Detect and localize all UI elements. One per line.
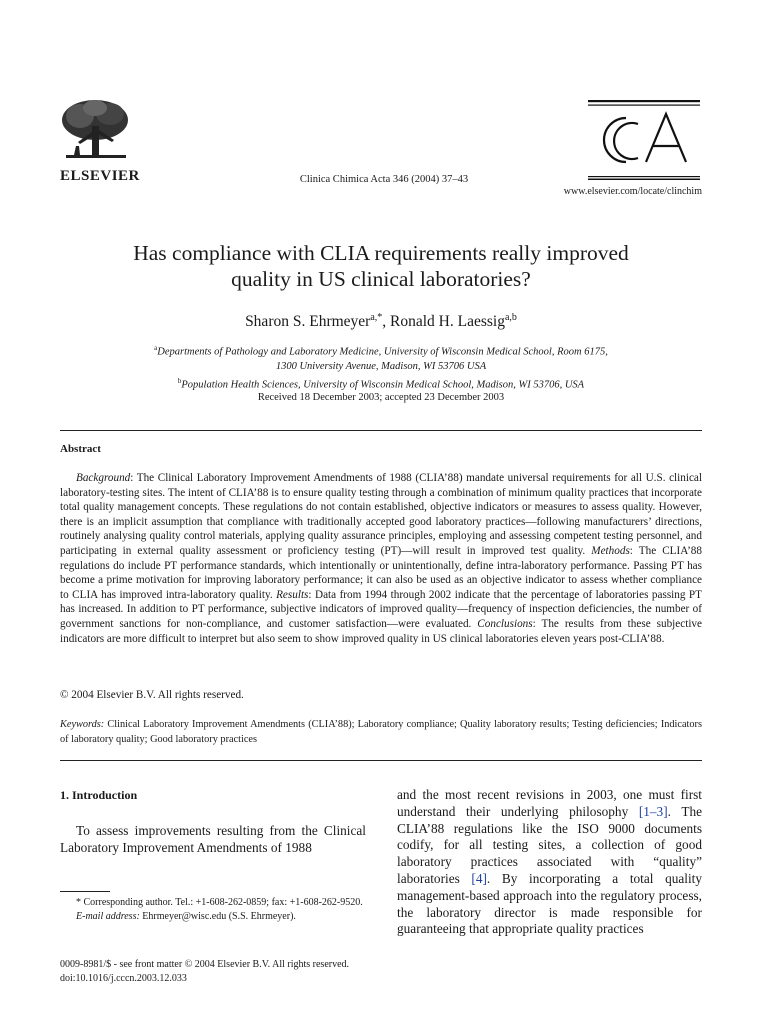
doi-line[interactable]: doi:10.1016/j.cccn.2003.12.033 xyxy=(60,973,187,984)
conclusions-label: Conclusions xyxy=(477,617,533,630)
author-2: Ronald H. Laessig xyxy=(390,313,505,331)
keywords-text: Clinical Laboratory Improvement Amendments (CLIA’88); Laboratory compliance; Quality laboratory results; Testing deficiencies; Indicators of laboratory quality; Good laboratory practices xyxy=(60,719,702,745)
publisher-name: ELSEVIER xyxy=(60,168,140,184)
title-line-2: quality in US clinical laboratories? xyxy=(231,267,531,291)
footnote-divider xyxy=(60,891,110,892)
background-text: : The Clinical Laboratory Improvement Amendments of 1988 (CLIA’88) mandate universal requirements for all U.S. clinical laboratory-testing sites. The intent of CLIA’88 is to ensure quality testing through a combination of minimum quality practices that incorporate total quality management concepts. These regulations do not contain established, objective indicators or measures to assess quality. However, there is an implicit assumption that compliance with traditionally accepted good laboratory practices—following manufacturers’ directions, routinely analysing quality control materials, applying quality assurance principles, employing and assessing competent testing personnel, and participating in external quality assessment or proficiency testing (PT)—will result in improved test quality. xyxy=(60,472,702,557)
elsevier-tree-logo xyxy=(58,98,132,162)
methods-label: Methods xyxy=(591,544,630,557)
top-divider xyxy=(60,430,702,431)
author-1-affil: a,* xyxy=(370,312,383,323)
author-2-affil: a,b xyxy=(504,312,517,323)
intro-paragraph-right: and the most recent revisions in 2003, one must first understand their underlying philosophy [1–3]. The CLIA’88 regulations like the ISO 9000 documents codify, for all testing sites, a collection of good laboratory practices associated with “quality” laboratories [4]. By incorporating a total quality management-based approach into the regulatory process, the laboratory director is made responsible for guaranteeing that appropriate quality practices xyxy=(397,787,703,937)
affil-b: Population Health Sciences, University of Wisconsin Medical School, Madison, WI 53706, USA xyxy=(181,379,585,390)
abstract-heading: Abstract xyxy=(60,443,101,455)
conclusions-text: : The results from these subjective indicators are more difficult to interpret but also seem to show improved quality in US clinical laboratories eleven years post-CLIA’88. xyxy=(60,617,702,645)
journal-citation: Clinica Chimica Acta 346 (2004) 37–43 xyxy=(299,174,469,185)
issn-line: 0009-8981/$ - see front matter © 2004 Elsevier B.V. All rights reserved. xyxy=(60,959,350,970)
affiliations xyxy=(60,341,702,392)
corresponding-author-note: * Corresponding author. Tel.: +1-608-262-0859; fax: +1-608-262-9520. xyxy=(76,897,363,908)
corresponding-mark[interactable]: * xyxy=(377,312,383,323)
keywords xyxy=(60,718,702,747)
journal-logo xyxy=(588,100,700,180)
methods-text: : The CLIA’88 regulations do include PT performance standards, which intentionally or unintentionally, define intra-laboratory performance. Passing PT has become a prime motivation for improving laboratory performance; it can also be used as an objective indicator to assess whether compliance to CLIA has improved intra-laboratory quality. xyxy=(60,544,702,601)
abstract-body xyxy=(60,471,702,646)
author-separator: , xyxy=(382,313,391,331)
results-label: Results xyxy=(276,588,309,601)
section-heading-introduction: 1. Introduction xyxy=(60,788,138,802)
email-address[interactable]: Ehrmeyer@wisc.edu (S.S. Ehrmeyer). xyxy=(139,911,296,922)
affil-b-label: b xyxy=(177,376,182,385)
keywords-label: Keywords: xyxy=(60,719,105,730)
results-text: : Data from 1994 through 2002 indicate that the percentage of laboratories passing PT has increased. In addition to PT performance, subjective indicators of improved quality—frequency of inspection deficiencies, the number of government sanctions for non-compliance, and customer satisfaction—were evaluated. xyxy=(60,588,702,630)
article-title xyxy=(60,240,702,292)
abstract-divider xyxy=(60,760,702,761)
reference-link-1-3[interactable]: [1–3] xyxy=(638,803,668,819)
bottom-metadata xyxy=(60,958,349,986)
abstract-copyright: © 2004 Elsevier B.V. All rights reserved. xyxy=(60,689,244,701)
authors xyxy=(60,312,702,331)
affil-a-label: a xyxy=(154,344,158,352)
author-1: Sharon S. Ehrmeyer xyxy=(245,313,371,331)
affil-a-line-2: 1300 University Avenue, Madison, WI 53706 USA xyxy=(275,360,487,372)
reference-link-4[interactable]: [4] xyxy=(471,870,487,886)
journal-url-link[interactable]: www.elsevier.com/locate/clinchim xyxy=(563,186,702,197)
intro-paragraph-left: To assess improvements resulting from the Clinical Laboratory Improvement Amendments of 1988 xyxy=(60,823,366,855)
background-label: Background xyxy=(76,472,131,484)
title-line-1: Has compliance with CLIA requirements really improved xyxy=(133,241,629,265)
received-dates: Received 18 December 2003; accepted 23 December 2003 xyxy=(257,392,505,403)
email-label: E-mail address: xyxy=(76,911,140,922)
footnote xyxy=(60,896,366,924)
affil-a-line-1: Departments of Pathology and Laboratory Medicine, University of Wisconsin Medical School, Room 6175, xyxy=(157,346,608,358)
journal-logo-text xyxy=(700,100,701,101)
